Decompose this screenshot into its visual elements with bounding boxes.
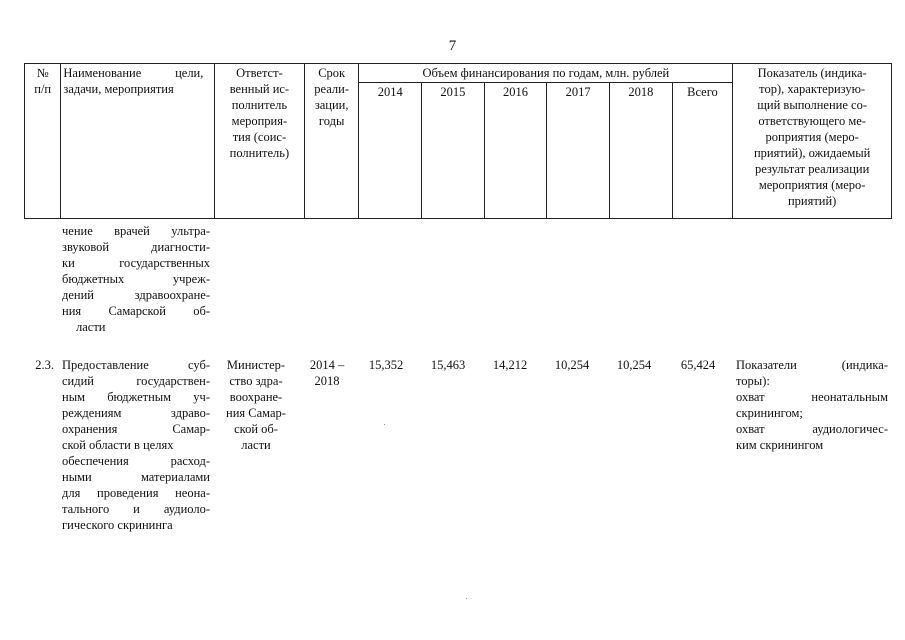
row-2-3-value-2018: 10,254	[616, 358, 652, 372]
header-year-total: Всего	[672, 83, 733, 219]
row-2-3-value-total: 65,424	[680, 358, 716, 372]
row-2-3-value-2016: 14,212	[492, 358, 528, 372]
header-responsible: Ответст- венный ис- полнитель мероприя- тия (соис- полнитель)	[214, 64, 304, 219]
row-2-3-value-2017: 10,254	[554, 358, 590, 372]
header-year-2016: 2016	[484, 83, 547, 219]
header-year-2017: 2017	[547, 83, 610, 219]
row-2-3-indicator: Показатели (индика- торы): охват неонатальным скринингом; охват аудиологичес- ким скринингом	[736, 358, 888, 452]
header-year-2015: 2015	[422, 83, 485, 219]
header-name: Наименование цели, задачи, мероприятия	[61, 64, 215, 219]
row-2-3-value-2014: 15,352	[368, 358, 404, 372]
scan-speck	[466, 598, 467, 599]
header-indicator: Показатель (индика- тор), характеризую- щий выполнение со- ответствующего ме- роприятия (меро- приятий), ожидаемый результат реализации мероприятия (меро- приятий)	[733, 64, 892, 219]
header-funding-title: Объем финансирования по годам, млн. рублей	[359, 64, 733, 83]
row-2-3-number: 2.3.	[35, 358, 54, 372]
header-term: Срок реали- зации, годы	[304, 64, 359, 219]
scan-speck	[384, 424, 385, 425]
row-2-3-responsible: Министер- ство здра- воохране- ния Самар- ской об- ласти	[226, 358, 286, 452]
header-year-2014: 2014	[359, 83, 422, 219]
header-num: № п/п	[25, 64, 61, 219]
header-year-2018: 2018	[610, 83, 673, 219]
row-2-3-term: 2014 – 2018	[309, 358, 345, 388]
row-2-3-name: Предоставление суб- сидий государствен- ным бюджетным уч- реждениям здраво- охранения Самар- ской области в целях обеспечения расход- ными материалами для проведения неона- тального и аудиоло- гического скрининга	[62, 358, 210, 532]
continuation-text: чение врачей ультра- звуковой диагности- ки государственных бюджетных учреж- дений здравоохране- ния Самарской об- ласти	[62, 224, 210, 334]
page-number: 7	[448, 38, 457, 54]
row-2-3-value-2015: 15,463	[430, 358, 466, 372]
header-table	[24, 63, 892, 219]
